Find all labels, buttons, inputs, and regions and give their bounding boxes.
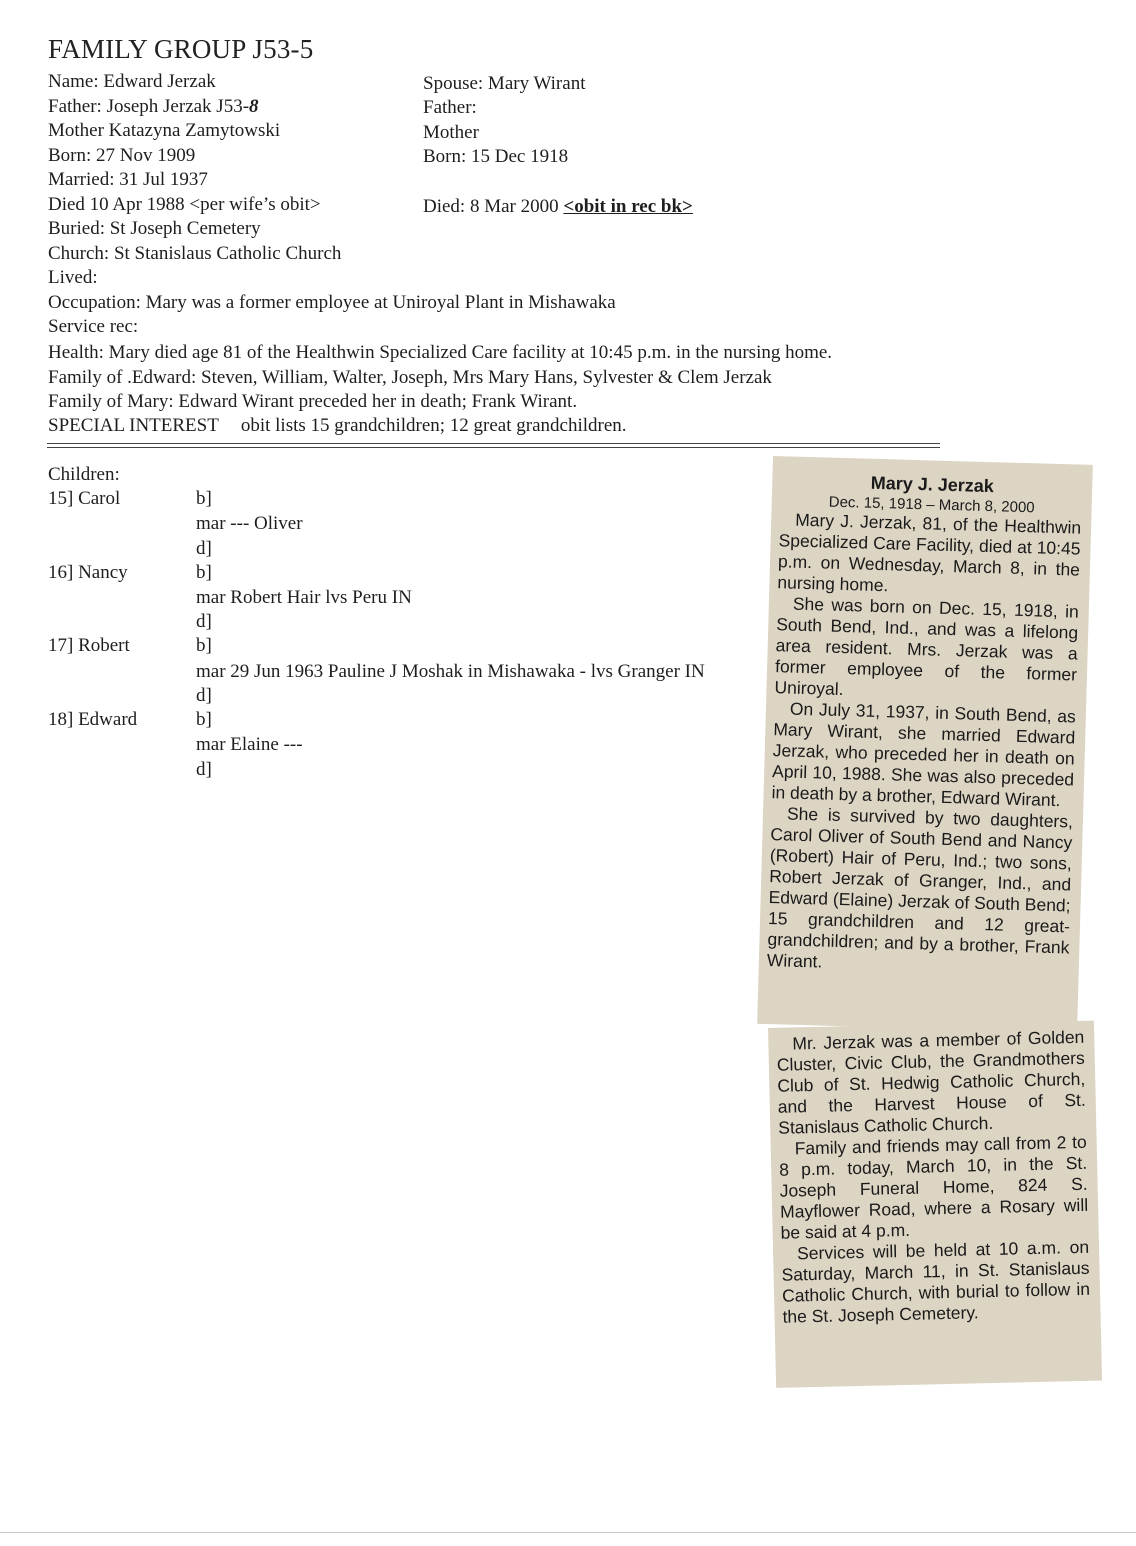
- divider-bottom: [47, 447, 940, 448]
- special-interest-label: SPECIAL INTEREST: [48, 415, 219, 436]
- child-died: d]: [196, 759, 212, 780]
- child-name: 17] Robert: [48, 635, 130, 656]
- obituary-name: Mary J. Jerzak: [870, 472, 995, 497]
- special-interest-text: obit lists 15 grandchildren; 12 great grandchildren.: [240, 415, 627, 436]
- divider-top: [47, 443, 940, 444]
- child-married: mar Robert Hair lvs Peru IN: [196, 587, 412, 608]
- obituary-clipping-top: [757, 456, 1093, 1033]
- obituary-paragraph: Services will be held at 10 a.m. on Saturday, March 11, in St. Stanislaus Catholic Church, with burial to follow in the St. Joseph Cemetery.: [781, 1236, 1091, 1327]
- scan-edge: [0, 1532, 1136, 1533]
- spouse-born-line: Born: 15 Dec 1918: [423, 146, 569, 167]
- occupation-line: Occupation: Mary was a former employee at Uniroyal Plant in Mishawaka: [48, 292, 616, 313]
- born-line: Born: 27 Nov 1909: [48, 145, 196, 166]
- health-line: Health: Mary died age 81 of the Healthwin Specialized Care facility at 10:45 p.m. in the nursing home.: [48, 342, 833, 363]
- page-title: FAMILY GROUP J53-5: [48, 34, 314, 64]
- child-born: b]: [196, 488, 212, 509]
- spouse-line: Spouse: Mary Wirant: [423, 73, 586, 94]
- child-died: d]: [196, 685, 212, 706]
- obituary-paragraph: On July 31, 1937, in South Bend, as Mary Wirant, she married Edward Jerzak, who preceded her in death on April 10, 1988. She was also preceded in death by a brother, Edward Wirant.: [771, 698, 1077, 811]
- buried-line: Buried: St Joseph Cemetery: [48, 218, 261, 239]
- service-line: Service rec:: [48, 316, 139, 337]
- child-died: d]: [196, 611, 212, 632]
- died-line: Died 10 Apr 1988 <per wife’s obit>: [48, 194, 321, 215]
- spouse-mother-line: Mother: [423, 122, 479, 143]
- special-interest-line: [48, 414, 627, 438]
- family-edward-line: Family of .Edward: Steven, William, Walter, Joseph, Mrs Mary Hans, Sylvester & Clem Jerzak: [48, 367, 772, 388]
- child-name: 18] Edward: [48, 709, 138, 730]
- obituary-clipping-bottom: [768, 1021, 1102, 1388]
- child-born: b]: [196, 635, 212, 656]
- child-born: b]: [196, 562, 212, 583]
- lived-line: Lived:: [48, 267, 98, 288]
- obituary-paragraph: Family and friends may call from 2 to 8 p.m. today, March 10, in the St. Joseph Funeral Home, 824 S. Mayflower Road, where a Rosary will be said at 4 p.m.: [778, 1131, 1089, 1243]
- father-line: [48, 95, 259, 119]
- children-heading: Children:: [48, 464, 120, 485]
- obituary-paragraph: She was born on Dec. 15, 1918, in South Bend, Ind., and was a lifelong area resident. Mrs. Jerzak was a former employee of the former Uniroyal.: [774, 593, 1080, 700]
- child-born: b]: [196, 709, 212, 730]
- child-married: mar --- Oliver: [196, 513, 303, 534]
- spouse-father-line: Father:: [423, 97, 477, 118]
- mother-line: Mother Katazyna Zamytowski: [48, 120, 281, 141]
- obituary-paragraph: She is survived by two daughters, Carol Oliver of South Bend and Nancy (Robert) Hair of Peru, Ind.; two sons, Robert Jerzak of Granger, Ind., and Edward (Elaine) Jerzak of South Bend; 15 grandchildren and 12 great-grandchildren; and by a brother, Frank Wirant.: [766, 803, 1074, 972]
- child-died: d]: [196, 538, 212, 559]
- church-line: Church: St Stanislaus Catholic Church: [48, 243, 342, 264]
- child-married: mar Elaine ---: [196, 734, 303, 755]
- obit-reference-link[interactable]: <obit in rec bk>: [563, 196, 693, 217]
- obituary-paragraph: Mr. Jerzak was a member of Golden Cluster, Civic Club, the Grandmothers Club of St. Hedwig Catholic Church, and the Harvest House of St. Stanislaus Catholic Church.: [776, 1026, 1086, 1138]
- family-mary-line: Family of Mary: Edward Wirant preceded her in death; Frank Wirant.: [48, 391, 578, 412]
- name-line: Name: Edward Jerzak: [48, 71, 216, 92]
- obituary-paragraph: Mary J. Jerzak, 81, of the Healthwin Specialized Care Facility, died at 10:45 p.m. on Wednesday, March 8, in the nursing home.: [777, 509, 1082, 596]
- child-married: mar 29 Jun 1963 Pauline J Moshak in Mishawaka - lvs Granger IN: [196, 661, 705, 682]
- married-line: Married: 31 Jul 1937: [48, 169, 208, 190]
- spouse-died-text: Died: 8 Mar 2000: [423, 196, 564, 217]
- child-name: 15] Carol: [48, 488, 121, 509]
- child-name: 16] Nancy: [48, 562, 128, 583]
- father-text: Father: Joseph Jerzak J53-: [48, 96, 250, 117]
- spouse-died-line: [423, 195, 693, 219]
- obituary-dates: Dec. 15, 1918 – March 8, 2000: [828, 493, 1035, 517]
- father-handwritten-mark: 8: [249, 96, 259, 117]
